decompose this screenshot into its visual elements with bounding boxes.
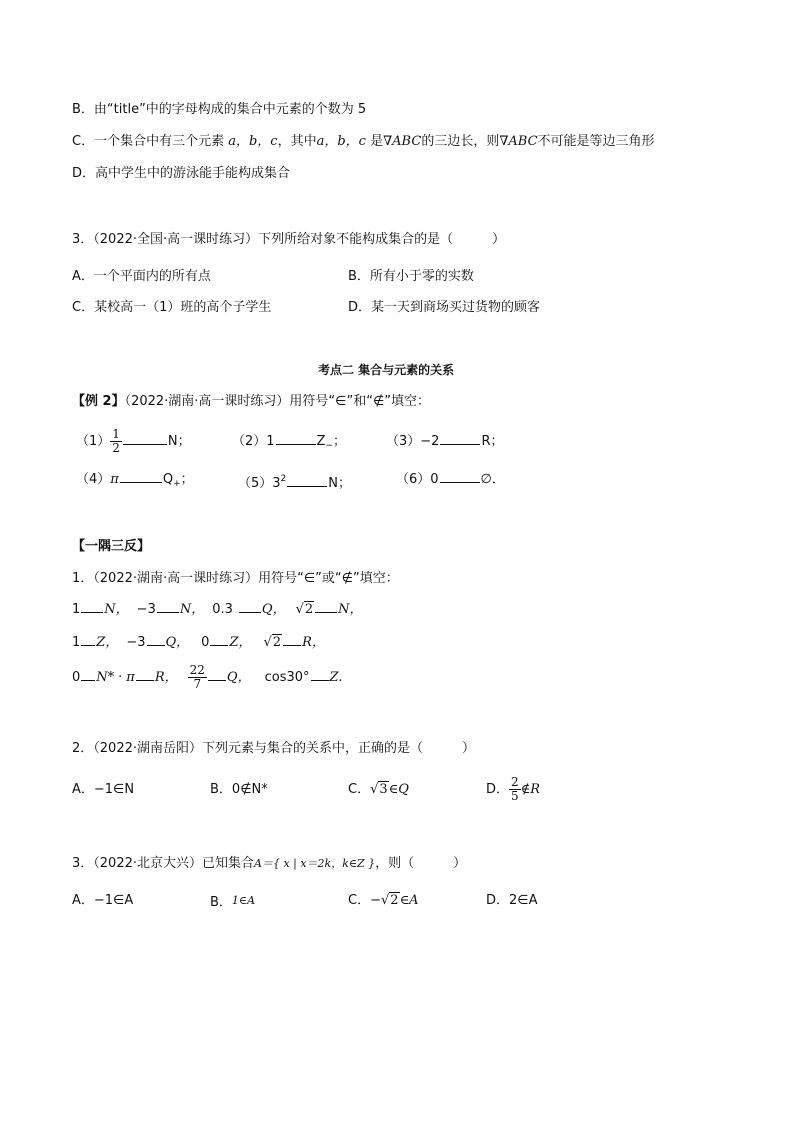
option-b-prev (72, 101, 366, 119)
option-d-prev (72, 165, 290, 183)
option-text: A．一个平面内的所有点 (72, 269, 211, 284)
question-3-stem (72, 231, 505, 249)
item-index: （4） (76, 472, 111, 487)
ex3-option-a (72, 892, 133, 910)
option-label: B． (210, 895, 232, 910)
question-text: 2．（2022·湖南岳阳）下列元素与集合的关系中，正确的是（ ） (72, 741, 475, 756)
fraction-numerator: 2 (511, 775, 519, 789)
fill-blank[interactable] (208, 668, 226, 681)
pi-symbol: π (110, 472, 119, 487)
subscript: − (325, 441, 333, 451)
math-triangle: ∇ABC (383, 134, 422, 149)
example-2-item-5 (238, 470, 351, 493)
punctuation: ； (180, 472, 194, 487)
math-triangle: ∇ABC (499, 134, 538, 149)
option-text: 是 (365, 134, 384, 149)
pi-symbol: π (126, 670, 135, 685)
q3-option-a (72, 268, 211, 286)
fraction-denominator: 5 (511, 789, 519, 803)
fraction-denominator: 7 (193, 677, 202, 691)
option-text: D．高中学生中的游泳能手能构成集合 (72, 166, 291, 181)
ex2-option-c (348, 781, 409, 799)
separator: · (118, 670, 123, 685)
fill-blank[interactable] (440, 470, 480, 483)
ex3-option-d (486, 892, 538, 910)
radicand: 2 (390, 893, 399, 908)
value: 1 (72, 635, 81, 650)
option-text: A．−1∈A (72, 893, 134, 908)
fraction-denominator: 2 (112, 441, 120, 455)
q3-option-b (348, 268, 474, 286)
question-text: 1．（2022·湖南·高一课时练习）用符号“∈”或“∉”填空： (72, 571, 399, 586)
set-symbol: R， (302, 635, 325, 650)
set-symbol: N， (104, 602, 129, 617)
exercise-1-row-2 (72, 633, 325, 652)
item-index: （6）0 (396, 472, 439, 487)
set-symbol: ∅． (480, 472, 505, 487)
set-definition: A＝{ x | x＝2k，k∈Z } (254, 857, 376, 870)
set-symbol: R； (481, 434, 504, 449)
set-symbol: Q， (165, 635, 190, 650)
set-symbol: Q (162, 472, 174, 487)
section-title (318, 361, 454, 379)
fraction (509, 776, 521, 803)
set-symbol: Z， (96, 635, 119, 650)
example-2-item-4 (76, 470, 194, 493)
fill-blank[interactable] (136, 668, 154, 681)
ex2-option-b (210, 781, 268, 799)
fill-blank[interactable] (287, 474, 327, 487)
practice-heading-text: 【一隅三反】 (72, 539, 151, 554)
exercise-1-stem (72, 570, 399, 588)
option-text: ，其中 (277, 134, 317, 149)
fill-blank[interactable] (440, 432, 480, 445)
ex2-option-a (72, 781, 134, 799)
radicand: 2 (304, 602, 314, 617)
cos-expression: cos30° (264, 670, 310, 685)
option-text: C．一个集合中有三个元素 (72, 134, 229, 149)
fill-blank[interactable] (210, 633, 228, 646)
sqrt-expression: √2 (295, 602, 314, 617)
item-index: （3）−2 (386, 434, 440, 449)
value: 1 (72, 602, 81, 617)
fill-blank[interactable] (157, 600, 179, 613)
set-symbol: Q， (261, 602, 286, 617)
example-2-stem (72, 393, 430, 411)
exercise-3-stem (72, 855, 466, 873)
exercise-1-row-3 (72, 662, 342, 694)
q3-option-d (348, 299, 540, 317)
option-text: B．0∉N* (210, 782, 268, 797)
fill-blank[interactable] (81, 668, 95, 681)
question-text: 3．（2022·北京大兴）已知集合 (72, 856, 254, 871)
fill-blank[interactable] (147, 633, 165, 646)
value: 0.3 (212, 602, 233, 617)
set-symbol: Q， (226, 670, 251, 685)
example-2-item-2 (232, 428, 346, 456)
subscript: + (173, 479, 181, 489)
set-symbol: N， (338, 602, 363, 617)
sqrt-expression: √2 (263, 635, 282, 650)
sqrt-expression: √3 (370, 782, 388, 797)
ex3-option-c (348, 892, 419, 910)
set-symbol: N； (167, 434, 191, 449)
relation: ∈Q (388, 782, 409, 797)
exercise-2-stem (72, 740, 475, 758)
ex2-option-d (486, 774, 540, 806)
question-text: ，则（ ） (375, 856, 467, 871)
fraction (110, 428, 122, 455)
option-text: B．由“title”中的字母构成的集合中元素的个数为 5 (72, 102, 367, 117)
option-text: D．某一天到商场买过货物的顾客 (348, 300, 541, 315)
set-symbol: N， (179, 602, 205, 617)
superscript: 2 (280, 474, 287, 484)
option-c-prev (72, 133, 655, 151)
fill-blank[interactable] (81, 633, 95, 646)
radicand: 2 (272, 635, 282, 650)
item-index: （2）1 (232, 434, 275, 449)
option-label: C．− (348, 893, 381, 908)
q3-option-c (72, 299, 271, 317)
punctuation: ； (333, 434, 347, 449)
value: 0 (201, 635, 210, 650)
relation: ∉R (520, 782, 541, 797)
set-symbol: Z. (329, 670, 343, 685)
option-text: 不可能是等边三角形 (537, 134, 655, 149)
fill-blank[interactable] (81, 600, 103, 613)
option-text: C．某校高一（1）班的高个子学生 (72, 300, 272, 315)
value: −3 (126, 635, 146, 650)
fill-blank[interactable] (311, 668, 329, 681)
relation: 1∈A (231, 894, 256, 907)
question-text: 3．（2022·全国·高一课时练习）下列所给对象不能构成集合的是（ ） (72, 232, 506, 247)
option-label: D． (486, 782, 510, 797)
fraction-numerator: 1 (112, 427, 120, 441)
set-symbol: R， (154, 670, 178, 685)
math-vars: a，b，c (228, 134, 278, 149)
exercise-1-row-1 (72, 600, 363, 619)
math-vars: a，b，c (316, 134, 366, 149)
practice-heading (72, 538, 150, 556)
option-label: C． (348, 782, 371, 797)
value: −3 (136, 602, 156, 617)
example-text: （2022·湖南·高一课时练习）用符号“∈”和“∉”填空： (124, 394, 431, 409)
radicand: 3 (379, 782, 388, 797)
relation: ∈A (399, 893, 419, 908)
example-2-item-6 (396, 470, 505, 489)
fraction (188, 664, 207, 691)
fill-blank[interactable] (276, 432, 316, 445)
example-2-item-3 (386, 428, 503, 456)
fill-blank[interactable] (123, 432, 167, 445)
example-label: 【例 2】 (72, 394, 125, 409)
fill-blank[interactable] (283, 633, 301, 646)
set-symbol: N； (328, 476, 352, 491)
item-index: （5）3 (238, 476, 281, 491)
fraction-numerator: 22 (189, 663, 205, 677)
ex3-option-b (210, 892, 255, 912)
section-title-text: 考点二 集合与元素的关系 (318, 363, 455, 377)
set-symbol: Z (316, 434, 326, 449)
option-text: B．所有小于零的实数 (348, 269, 474, 284)
sqrt-expression: √2 (380, 893, 399, 908)
fill-blank[interactable] (120, 470, 162, 483)
example-2-item-1 (76, 428, 191, 456)
option-text: 的三边长，则 (421, 134, 500, 149)
option-text: A．−1∈N (72, 782, 135, 797)
fill-blank[interactable] (315, 600, 337, 613)
fill-blank[interactable] (239, 600, 261, 613)
set-symbol: N* (96, 670, 115, 685)
item-index: （1） (76, 434, 111, 449)
set-symbol: Z， (229, 635, 252, 650)
option-text: D．2∈A (486, 893, 538, 908)
value: 0 (72, 670, 81, 685)
